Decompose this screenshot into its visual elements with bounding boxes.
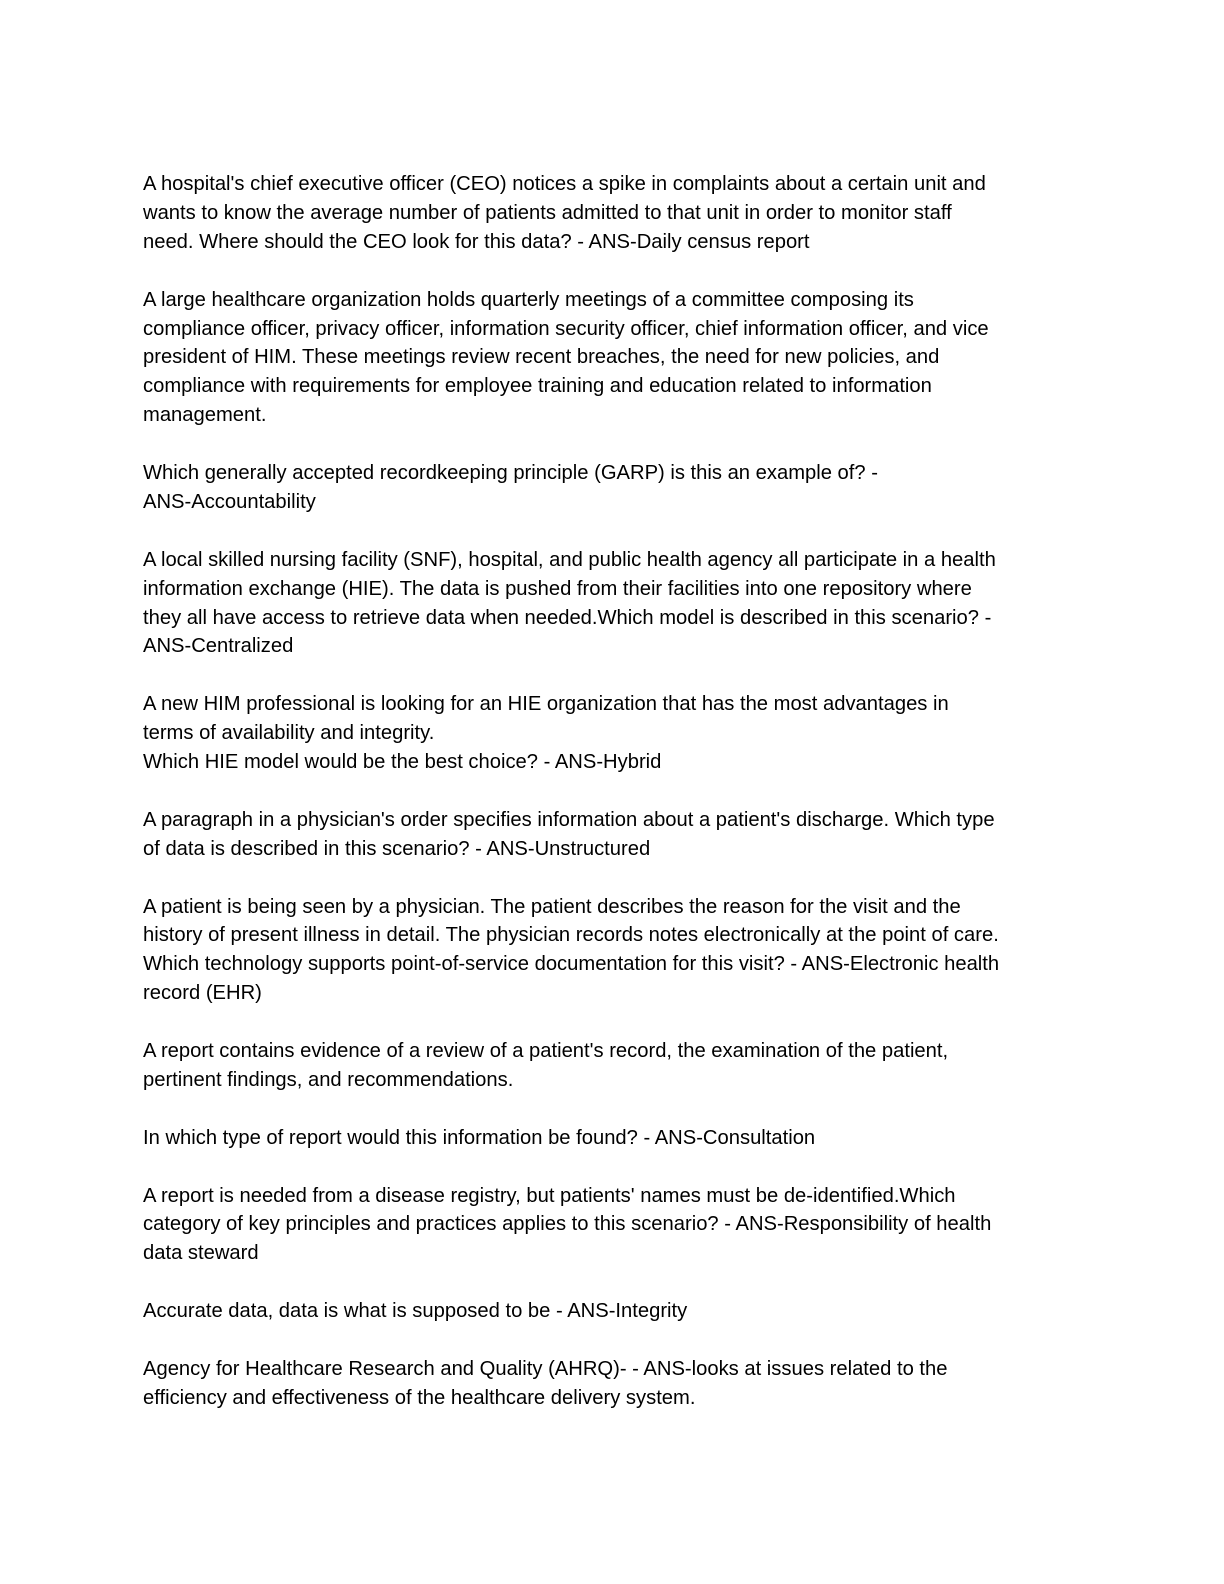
- text-line: category of key principles and practices applies to this scenario? - ANS-Responsibility of health: [143, 1213, 992, 1236]
- text-line: they all have access to retrieve data when needed.Which model is described in this scenario? -: [143, 606, 992, 629]
- text-line: Which generally accepted recordkeeping principle (GARP) is this an example of? -: [143, 462, 878, 485]
- text-line: A hospital's chief executive officer (CEO) notices a spike in complaints about a certain unit and: [143, 173, 986, 195]
- text-line: In which type of report would this information be found? - ANS-Consultation: [143, 1126, 816, 1149]
- paragraph-consultation: [143, 1124, 1078, 1153]
- text-line: history of present illness in detail. The physician records notes electronically at the point of care.: [143, 924, 999, 947]
- text-line: wants to know the average number of patients admitted to that unit in order to monitor staff: [143, 201, 952, 224]
- text-line: A new HIM professional is looking for an HIE organization that has the most advantages in: [143, 693, 949, 716]
- text-line: terms of availability and integrity.: [143, 722, 435, 745]
- text-line: of data is described in this scenario? - ANS-Unstructured: [143, 837, 651, 860]
- text-line: A paragraph in a physician's order specifies information about a patient's discharge. Which type: [143, 808, 995, 831]
- paragraph-report-evidence: [143, 1037, 1078, 1095]
- paragraph-unstructured-data: [143, 806, 1078, 864]
- text-line: A report is needed from a disease registry, but patients' names must be de-identified.Which: [143, 1184, 956, 1207]
- text-line: ANS-Accountability: [143, 490, 316, 513]
- text-line: data steward: [143, 1242, 259, 1265]
- text-line: pertinent findings, and recommendations.: [143, 1068, 514, 1091]
- paragraph-integrity: [143, 1297, 1078, 1326]
- text-line: Which technology supports point-of-service documentation for this visit? - ANS-Electronic health: [143, 953, 1000, 976]
- paragraph-ehr: [143, 893, 1078, 1009]
- paragraph-ahrq: [143, 1355, 1078, 1413]
- text-line: management.: [143, 404, 267, 427]
- document-page: [143, 170, 1078, 1442]
- text-line: record (EHR): [143, 982, 262, 1005]
- text-line: efficiency and effectiveness of the healthcare delivery system.: [143, 1386, 696, 1409]
- text-line: need. Where should the CEO look for this data? - ANS-Daily census report: [143, 230, 810, 253]
- paragraph-hie-centralized: [143, 546, 1078, 662]
- text-line: A large healthcare organization holds quarterly meetings of a committee composing its: [143, 288, 914, 311]
- text-line: Which HIE model would be the best choice? - ANS-Hybrid: [143, 751, 662, 774]
- paragraph-committee-meetings: [143, 286, 1078, 431]
- text-line: Agency for Healthcare Research and Quality (AHRQ)- - ANS-looks at issues related to the: [143, 1357, 948, 1380]
- text-line: ANS-Centralized: [143, 635, 294, 658]
- paragraph-hie-hybrid: [143, 690, 1078, 777]
- paragraph-data-steward: [143, 1182, 1078, 1269]
- text-line: information exchange (HIE). The data is pushed from their facilities into one repository where: [143, 577, 972, 600]
- text-line: president of HIM. These meetings review recent breaches, the need for new policies, and: [143, 346, 940, 369]
- paragraph-garp-question: [143, 459, 1078, 517]
- text-line: compliance with requirements for employee training and education related to information: [143, 375, 932, 398]
- text-line: Accurate data, data is what is supposed to be - ANS-Integrity: [143, 1300, 688, 1323]
- text-line: compliance officer, privacy officer, information security officer, chief information officer, and vice: [143, 317, 989, 340]
- text-line: A report contains evidence of a review of a patient's record, the examination of the patient,: [143, 1040, 949, 1063]
- text-line: A local skilled nursing facility (SNF), hospital, and public health agency all participate in a health: [143, 548, 996, 571]
- paragraph-ceo-census: [143, 170, 1078, 257]
- text-line: A patient is being seen by a physician. The patient describes the reason for the visit and the: [143, 895, 961, 918]
